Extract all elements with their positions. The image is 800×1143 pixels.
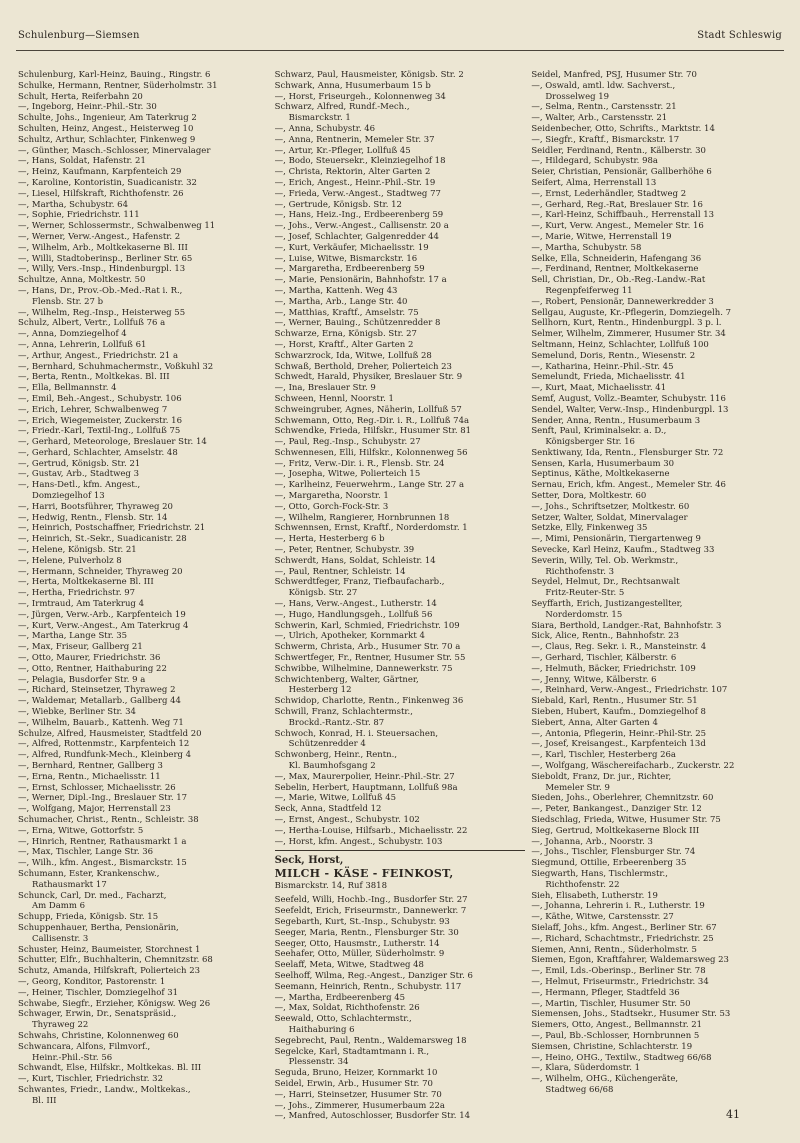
directory-entry: —, Hans, Verw.-Angest., Lutherstr. 14 (274, 599, 437, 610)
directory-entry: Seier, Christian, Pensionär, Gallberhöhe 6 (531, 167, 712, 178)
directory-entry: Schwarz, Paul, Hausmeister, Königsb. Str. 2 (274, 70, 464, 80)
directory-entry: —, Ella, Bellmannstr. 4 (18, 383, 117, 394)
directory-entry: —, Ferdinand, Rentner, Moltkekaserne (531, 264, 699, 275)
advert-address: Bismarckstr. 14, Ruf 3818 (274, 881, 387, 892)
directory-entry: —, Klara, Süderdomstr. 1 (531, 1063, 641, 1074)
directory-entry: —, Erich, Wiegemeister, Zuckerstr. 16 (18, 415, 182, 426)
advert-product: MILCH - KÄSE - FEINKOST, (274, 867, 454, 881)
directory-entry: —, Werner, Dipl.-Ing., Breslauer Str. 17 (18, 793, 188, 804)
directory-entry: —, Gerhard, Schlachter, Amselstr. 48 (18, 447, 178, 458)
column-2-bottom (275, 895, 526, 1122)
directory-entry: —, Irmtraud, Am Taterkrug 4 (18, 599, 144, 610)
directory-entry: —, Wolfgang, Wäschereifacharb., Zuckerstr. 22 (531, 761, 735, 771)
directory-entry: Schützenredder 4 (288, 739, 366, 750)
directory-entry: Sieden, Johs., Oberlehrer, Chemnitzstr. 60 (531, 793, 714, 804)
directory-entry: —, Berta, Rentn., Moltkekas. Bl. III (18, 372, 170, 383)
directory-entry: —, Paul, Reg.-Insp., Schubystr. 27 (274, 437, 421, 448)
directory-entry: —, Otto, Gorch-Fock-Str. 3 (274, 501, 389, 512)
directory-entry: —, Hildegard, Schubystr. 98a (531, 156, 658, 167)
directory-entry: —, Günther, Masch.-Schlosser, Minervalager (18, 145, 211, 156)
directory-entry: Schupp, Frieda, Königsb. Str. 15 (18, 912, 159, 923)
directory-entry: —, Harri, Bootsführer, Thyraweg 20 (18, 501, 173, 512)
directory-entry: Schulz, Albert, Vertr., Lollfuß 76 a (18, 318, 166, 329)
column-2 (274, 70, 526, 1122)
directory-entry: —, Josepha, Witwe, Polierteich 15 (274, 469, 421, 480)
directory-entry: —, Anna, Domziegelhof 4 (18, 329, 127, 340)
directory-entry: Seemann, Heinrich, Rentn., Schubystr. 117 (274, 981, 462, 992)
column-3 (531, 70, 782, 1103)
directory-entry: —, Jenny, Witwe, Kälberstr. 6 (531, 674, 657, 685)
directory-entry: Domziegelhof 13 (32, 491, 105, 502)
directory-entry: —, Fritz, Verw.-Dir. i. R., Flensb. Str. 24 (274, 458, 445, 469)
directory-entry: —, Erich, Angest., Heinr.-Phil.-Str. 19 (274, 177, 436, 188)
directory-entry: Siemen, Egon, Kraftfahrer, Waldemarsweg 23 (531, 955, 729, 966)
directory-entry: —, Heino, OHG., Textilw., Stadtweg 66/68 (531, 1052, 712, 1063)
directory-entry: Schween, Hennl, Noorstr. 1 (274, 393, 394, 404)
directory-entry: Schwarzrock, Ida, Witwe, Lollfuß 28 (274, 350, 432, 361)
directory-entry: Schwidop, Charlotte, Rentn., Finkenweg 36 (274, 696, 464, 707)
directory-entry: —, Manfred, Autoschlosser, Busdorfer Str. 14 (274, 1111, 471, 1122)
directory-entry: Sieh, Elisabeth, Lutherstr. 19 (531, 890, 658, 901)
page-header (18, 30, 782, 41)
directory-entry: Drosselweg 19 (545, 91, 610, 102)
directory-entry: —, Ingeborg, Heinr.-Phil.-Str. 30 (18, 102, 157, 113)
directory-entry: —, Katharina, Heinr.-Phil.-Str. 45 (531, 361, 674, 372)
directory-entry: —, Max, Maurerpolier, Heinr.-Phil.-Str. 27 (274, 771, 455, 782)
directory-entry: —, Wilhelm, Bauarb., Kattenh. Weg 71 (18, 717, 184, 728)
directory-entry: Schwerin, Karl, Schmied, Friedrichstr. 109 (274, 620, 460, 631)
directory-entry: Semelund, Doris, Rentn., Wiesenstr. 2 (531, 350, 696, 361)
column-2-top (275, 70, 526, 847)
directory-entry: —, Reinhard, Verw.-Angest., Friedrichstr. 107 (531, 685, 728, 696)
directory-entry: Flensb. Str. 27 b (32, 296, 104, 307)
directory-entry: Schumacher, Christ., Rentn., Schleistr. 38 (18, 814, 199, 825)
directory-entry: Schutz, Amanda, Hilfskraft, Polierteich 23 (18, 966, 201, 977)
directory-entry: Schwennsen, Ernst, Kraftf., Norderdomstr. 1 (274, 523, 468, 534)
directory-entry: —, Kurt, Tischler, Friedrichstr. 32 (18, 1074, 163, 1085)
directory-entry: —, Werner, Schlossermstr., Schwalbenweg 11 (18, 221, 216, 232)
directory-entry: Richthofenstr. 22 (545, 879, 620, 890)
directory-entry: —, Ernst, Angest., Schubystr. 102 (274, 814, 420, 825)
directory-entry: Sieboldt, Franz, Dr. jur., Richter, (531, 771, 672, 782)
directory-entry: —, Horst, kfm. Angest., Schubystr. 103 (274, 836, 443, 847)
directory-entry: Schwantes, Friedr., Landw., Moltkekas., (18, 1084, 191, 1095)
directory-entry: Seidler, Ferdinand, Rentn., Kälberstr. 30 (531, 145, 706, 156)
directory-entry: Seefeld, Willi, Hochb.-Ing., Busdorfer Str. 27 (274, 895, 468, 906)
directory-entry: Sick, Alice, Rentn., Bahnhofstr. 23 (531, 631, 679, 642)
directory-entry: Siebert, Anna, Alter Garten 4 (531, 717, 658, 728)
directory-entry: Schultz, Arthur, Schlachter, Finkenweg 9 (18, 134, 196, 145)
directory-entry: —, Heinz, Kaufmann, Karpfenteich 29 (18, 167, 182, 178)
directory-entry: Seewald, Otto, Schlachtermstr., (274, 1014, 412, 1025)
directory-entry: —, Hedwig, Rentn., Flensb. Str. 14 (18, 512, 168, 523)
directory-entry: —, Bodo, Steuersekr., Kleinziegelhof 18 (274, 156, 446, 167)
directory-entry: —, Gertrude, Königsb. Str. 12 (274, 199, 402, 210)
directory-entry: —, Friedr.-Karl, Textil-Ing., Lollfuß 75 (18, 426, 181, 437)
directory-entry: —, Arthur, Angest., Friedrichstr. 21 a (18, 350, 179, 361)
directory-entry: Schwennesen, Elli, Hilfskr., Kolonnenweg 56 (274, 447, 468, 458)
directory-entry: Sielaff, Johs., kfm. Angest., Berliner Str. 67 (531, 922, 717, 933)
directory-entry: —, Bernhard, Schuhmachermstr., Voßkuhl 32 (18, 361, 214, 372)
directory-entry: —, Hermann, Schneider, Thyraweg 20 (18, 566, 183, 577)
directory-entry: —, Helmuth, Bäcker, Friedrichstr. 109 (531, 663, 696, 674)
directory-entry: Kl. Baumhofsgang 2 (288, 761, 376, 771)
directory-entry: —, Richard, Schachtmstr., Friedrichstr. 25 (531, 933, 714, 944)
directory-entry: —, Martha, Kattenh. Weg 43 (274, 285, 398, 296)
directory-entry: —, Martha, Lange Str. 35 (18, 631, 128, 642)
directory-entry: Schwaß, Berthold, Dreher, Polierteich 23 (274, 361, 452, 372)
directory-entry: Seeger, Otto, Hausmstr., Lutherstr. 14 (274, 938, 440, 949)
directory-entry: —, Johs., Schriftsetzer, Moltkestr. 60 (531, 501, 690, 512)
directory-entry: —, Sophie, Friedrichstr. 111 (18, 210, 140, 221)
directory-entry: —, Martin, Tischler, Husumer Str. 50 (531, 998, 691, 1009)
directory-entry: Schunck, Carl, Dr. med., Facharzt, (18, 890, 167, 901)
directory-entry: Siemsen, Christine, Schlachterstr. 19 (531, 1041, 693, 1052)
directory-entry: Schwerdt, Hans, Soldat, Schleistr. 14 (274, 555, 436, 566)
directory-entry: —, Gerhard, Reg.-Rat, Breslauer Str. 16 (531, 199, 703, 210)
directory-entry: Siebald, Karl, Rentn., Husumer Str. 51 (531, 696, 698, 707)
directory-entry: Schultze, Anna, Moltkestr. 50 (18, 275, 146, 286)
directory-entry: —, Ernst, Lederhändler, Stadtweg 2 (531, 188, 687, 199)
directory-entry: Seyffarth, Erich, Justizangestellter, (531, 599, 683, 610)
directory-entry: —, Frieda, Verw.-Angest., Stadtweg 77 (274, 188, 441, 199)
directory-entry: —, Werner, Bauing., Schützenredder 8 (274, 318, 441, 329)
directory-entry: Sebelin, Herbert, Hauptmann, Lollfuß 98a (274, 782, 458, 793)
directory-entry: —, Peter, Bankangest., Danziger Str. 12 (531, 804, 702, 815)
directory-entry: —, Artur, Kr.-Pfleger, Lollfuß 45 (274, 145, 411, 156)
directory-entry: —, Hans, Heiz.-Ing., Erdbeerenberg 59 (274, 210, 444, 221)
directory-entry: —, Antonia, Pflegerin, Heinr.-Phil-Str. 25 (531, 728, 707, 739)
directory-entry: Schwandt, Else, Hilfskr., Moltkekas. Bl. III (18, 1063, 202, 1074)
directory-entry: Schwarz, Alfred, Rundf.-Mech., (274, 102, 410, 113)
directory-entry: Rathausmarkt 17 (32, 879, 107, 890)
directory-entry: Sernau, Erich, kfm. Angest., Memeler Str. 46 (531, 480, 726, 491)
directory-entry: Schwarze, Erna, Königsb. Str. 27 (274, 329, 417, 340)
directory-entry: —, Johs., Tischler, Flensburger Str. 74 (531, 847, 696, 858)
directory-entry: —, Margaretha, Noorstr. 1 (274, 491, 389, 502)
directory-entry: —, Marie, Witwe, Herrenstall 19 (531, 231, 672, 242)
directory-entry: —, Kurt, Verkäufer, Michaelisstr. 19 (274, 242, 429, 253)
directory-entry: Sevecke, Karl Heinz, Kaufm., Stadtweg 33 (531, 545, 715, 556)
directory-entry: Norderdomstr. 15 (545, 609, 623, 620)
directory-entry: —, Martha, Schubystr. 64 (18, 199, 129, 210)
directory-entry: —, Marie, Pensionärin, Bahnhofstr. 17 a (274, 275, 447, 286)
directory-entry: —, Martha, Erdbeerenberg 45 (274, 992, 406, 1003)
directory-entry: —, Christa, Rektorin, Alter Garten 2 (274, 167, 431, 178)
directory-entry: Schwibbe, Wilhelmine, Dannewerkstr. 75 (274, 663, 453, 674)
directory-entry: —, Anna, Schubystr. 46 (274, 123, 376, 134)
directory-entry: —, Luise, Witwe, Bismarckstr. 16 (274, 253, 418, 264)
directory-entry: Setzke, Elly, Finkenweg 35 (531, 523, 648, 534)
directory-entry: Schwertfeger, Fr., Rentner, Husumer Str. 55 (274, 653, 466, 664)
directory-entry: —, Ina, Breslauer Str. 9 (274, 383, 376, 394)
directory-entry: Septinus, Käthe, Moltkekaserne (531, 469, 670, 480)
directory-entry: —, Wilhelm, OHG., Küchengeräte, (531, 1074, 679, 1085)
directory-entry: —, Johanna, Lehrerin i. R., Lutherstr. 19 (531, 901, 705, 912)
directory-entry: —, Robert, Pensionär, Dannewerkredder 3 (531, 296, 714, 307)
directory-entry: Schwerdtfeger, Franz, Tiefbaufacharb., (274, 577, 445, 588)
directory-entry: —, Herta, Hesterberg 6 b (274, 534, 385, 545)
directory-entry: —, Hans, Dr., Prov.-Ob.-Med.-Rat i. R., (18, 285, 183, 296)
directory-entry: —, Heiner, Tischler, Domziegelhof 31 (18, 987, 179, 998)
directory-entry: —, Max, Friseur, Gallberg 21 (18, 642, 143, 653)
directory-entry: Schumann, Ester, Krankenschw., (18, 868, 160, 879)
directory-entry: —, Anna, Rentnerin, Memeler Str. 37 (274, 134, 435, 145)
directory-entry: —, Margaretha, Erdbeerenberg 59 (274, 264, 425, 275)
directory-entry: Siedschlag, Frieda, Witwe, Husumer Str. 75 (531, 814, 721, 825)
directory-entry: —, Johs., Verw.-Angest., Callisenstr. 20 a (274, 221, 449, 232)
directory-entry: Severin, Willy, Tel. Ob. Werkmstr., (531, 555, 679, 566)
directory-entry: Schutter, Elfr., Buchhalterin, Chemnitzstr. 68 (18, 955, 213, 966)
directory-entry: —, Wolfgang, Major, Herrenstall 23 (18, 804, 171, 815)
directory-entry: Schwendke, Frieda, Hilfskr., Husumer Str. 81 (274, 426, 472, 437)
directory-entry: Bismarckstr. 1 (288, 113, 351, 124)
directory-entry: Schult, Herta, Reiferbahn 20 (18, 91, 143, 102)
directory-columns (18, 70, 782, 1122)
directory-entry: —, Käthe, Witwe, Carstensstr. 27 (531, 912, 674, 923)
directory-entry: Setzer, Walter, Soldat, Minervalager (531, 512, 688, 523)
directory-entry: Sellhorn, Kurt, Rentn., Hindenburgpl. 3 p. l. (531, 318, 722, 329)
directory-entry: Schwerm, Christa, Arb., Husumer Str. 70 a (274, 642, 461, 653)
directory-entry: Schuster, Heinz, Baumeister, Storchnest 1 (18, 944, 201, 955)
directory-entry: —, Kurt, Verw. Angest., Memeler Str. 16 (531, 221, 704, 232)
directory-entry: —, Pelagia, Busdorfer Str. 9 a (18, 674, 146, 685)
directory-entry: Sendel, Walter, Verw.-Insp., Hindenburgpl. 13 (531, 404, 729, 415)
directory-entry: —, Bernhard, Rentner, Gallberg 3 (18, 761, 163, 771)
directory-entry: Schuppenhauer, Bertha, Pensionärin, (18, 922, 179, 933)
directory-entry: —, Alfred, Rundfunk-Mech., Kleinberg 4 (18, 750, 192, 761)
directory-entry: —, Walter, Arb., Carstensstr. 21 (531, 113, 668, 124)
directory-entry: —, Alfred, Rottenmstr., Karpfenteich 12 (18, 739, 190, 750)
directory-entry: —, Georg, Konditor, Pastorenstr. 1 (18, 976, 166, 987)
directory-entry: Schwemann, Otto, Reg.-Dir. i. R., Lollfuß 74a (274, 415, 470, 426)
directory-entry: Siemen, Anni, Rentn., Süderholmstr. 5 (531, 944, 697, 955)
directory-entry: Siemers, Otto, Angest., Bellmannstr. 21 (531, 1020, 703, 1031)
directory-entry: Königsb. Str. 27 (288, 588, 358, 599)
directory-entry: —, Gerhard, Tischler, Kälberstr. 6 (531, 653, 677, 664)
advertisement (275, 850, 526, 892)
directory-entry: Seltmann, Heinz, Schlachter, Lollfuß 100 (531, 339, 709, 350)
directory-entry: Siegmund, Ottilie, Erbeerenberg 35 (531, 858, 687, 869)
directory-entry: Schwark, Anna, Husumerbaum 15 b (274, 80, 431, 91)
directory-entry: —, Josef, Schlachter, Galgenredder 44 (274, 231, 439, 242)
directory-entry: Plessenstr. 34 (288, 1057, 349, 1068)
directory-entry: Schwahs, Christine, Kolonnenweg 60 (18, 1030, 179, 1041)
directory-entry: Seck, Anna, Stadtfeld 12 (274, 804, 382, 815)
directory-entry: Regenpfeiferweg 11 (545, 285, 633, 296)
directory-entry: —, Hans-Detl., kfm. Angest., (18, 480, 141, 491)
header-rule (16, 50, 784, 51)
directory-entry: Königsberger Str. 16 (545, 437, 635, 448)
directory-entry: —, Erna, Rentn., Michaelisstr. 11 (18, 771, 161, 782)
directory-entry: —, Wilhelm, Arb., Moltkekaserne Bl. III (18, 242, 188, 253)
directory-entry: —, Ernst, Schlosser, Michaelisstr. 26 (18, 782, 176, 793)
directory-entry: —, Karlheinz, Feuerwehrm., Lange Str. 27 a (274, 480, 465, 491)
directory-entry: Sensen, Karla, Husumerbaum 30 (531, 458, 675, 469)
directory-entry: Schwonberg, Heinr., Rentn., (274, 750, 398, 761)
directory-entry: —, Hinrich, Rentner, Rathausmarkt 1 a (18, 836, 187, 847)
directory-entry: —, Peter, Rentner, Schubystr. 39 (274, 545, 415, 556)
directory-entry: —, Johs., Zimmerer, Husumerbaum 22a (274, 1100, 445, 1111)
directory-entry: Schulke, Hermann, Rentner, Süderholmstr. 31 (18, 80, 218, 91)
directory-entry: Seefeldt, Erich, Friseurmstr., Dannewerkr. 7 (274, 906, 467, 917)
directory-entry: —, Willi, Stadtoberinsp., Berliner Str. 65 (18, 253, 193, 264)
directory-entry: —, Horst, Kraftf., Alter Garten 2 (274, 339, 414, 350)
directory-entry: —, Liesel, Hilfskraft, Richthofenstr. 26 (18, 188, 184, 199)
directory-entry: Siegwarth, Hans, Tischlermstr., (531, 868, 668, 879)
directory-entry: Schwoch, Konrad, H. i. Steuersachen, (274, 728, 439, 739)
directory-entry: Sieben, Hubert, Kaufm., Domziegelhof 8 (531, 707, 706, 718)
directory-entry: Sender, Anna, Rentn., Husumerbaum 3 (531, 415, 701, 426)
directory-entry: —, Mimi, Pensionärin, Tiergartenweg 9 (531, 534, 701, 545)
directory-entry: —, Hans, Soldat, Hafenstr. 21 (18, 156, 146, 167)
directory-entry: Brockd.-Rantz.-Str. 87 (288, 717, 385, 728)
directory-entry: Stadtweg 66/68 (545, 1084, 614, 1095)
directory-entry: Seelaff, Meta, Witwe, Stadtweg 48 (274, 960, 424, 971)
directory-entry: Seydel, Helmut, Dr., Rechtsanwalt (531, 577, 680, 588)
directory-entry: Schulze, Alfred, Hausmeister, Stadtfeld 20 (18, 728, 202, 739)
directory-entry: —, Otto, Rentner, Haithaburing 22 (18, 663, 167, 674)
column-1 (18, 70, 269, 1106)
directory-entry: —, Karl, Tischler, Hesterberg 26a (531, 750, 676, 761)
directory-entry: —, Martha, Arb., Lange Str. 40 (274, 296, 408, 307)
directory-entry: Seguda, Bruno, Heizer, Kornmarkt 10 (274, 1068, 438, 1079)
directory-entry: Richthofenstr. 3 (545, 566, 615, 577)
directory-entry: —, Johanna, Arb., Noorstr. 3 (531, 836, 653, 847)
directory-entry: Segebrecht, Paul, Rentn., Waldemarsweg 18 (274, 1035, 467, 1046)
directory-entry: Senft, Paul, Kriminalsekr. a. D., (531, 426, 667, 437)
directory-entry: Seelhoff, Wilma, Reg.-Angest., Danziger Str. 6 (274, 970, 473, 981)
directory-entry: Siemensen, Johs., Stadtsekr., Husumer Str. 53 (531, 1009, 731, 1020)
directory-entry: —, Siegfr., Kraftf., Bismarckstr. 17 (531, 134, 680, 145)
directory-entry: Schulten, Heinz, Angest., Heisterweg 10 (18, 123, 194, 134)
directory-entry: —, Richard, Steinsetzer, Thyraweg 2 (18, 685, 176, 696)
directory-entry: Schwabe, Siegfr., Erzieher, Königsw. Weg 26 (18, 998, 211, 1009)
directory-entry: Haithaburing 6 (288, 1024, 355, 1035)
directory-entry: —, Jürgen, Verw.-Arb., Karpfenteich 19 (18, 609, 186, 620)
directory-entry: Schwancara, Alfons, Filmvorf., (18, 1041, 151, 1052)
directory-entry: Segelcke, Karl, Stadtamtmann i. R., (274, 1046, 430, 1057)
advert-name: Seck, Horst, (274, 855, 344, 867)
directory-entry: Thyraweg 22 (32, 1020, 89, 1031)
directory-entry: Setter, Dora, Moltkestr. 60 (531, 491, 647, 502)
directory-entry: —, Gustav, Arb., Stadtweg 3 (18, 469, 139, 480)
directory-entry: —, Helene, Königsb. Str. 21 (18, 545, 137, 556)
directory-entry: Selke, Ella, Schneiderin, Hafengang 36 (531, 253, 702, 264)
directory-entry: Schulte, Johs., Ingenieur, Am Taterkrug 2 (18, 113, 197, 124)
directory-entry: Selmer, Wilhelm, Zimmerer, Husumer Str. 34 (531, 329, 726, 340)
directory-entry: —, Oswald, amtl. ldw. Sachverst., (531, 80, 676, 91)
directory-entry: —, Paul, Bb.-Schlosser, Hornbrunnen 5 (531, 1030, 700, 1041)
directory-entry: Seidenbecher, Otto, Schrifts., Marktstr. 14 (531, 123, 715, 134)
directory-entry: —, Horst, Friseurgeh., Kolonnenweg 34 (274, 91, 446, 102)
directory-entry: —, Martha, Schubystr. 58 (531, 242, 642, 253)
directory-entry: —, Wilhelm, Rangierer, Hornbrunnen 18 (274, 512, 450, 523)
directory-entry: Schwill, Franz, Schlachtermstr., (274, 707, 413, 718)
directory-entry: —, Heinrich, St.-Sekr., Suadicanistr. 28 (18, 534, 187, 545)
directory-entry: Seehafer, Otto, Müller, Süderholmstr. 9 (274, 949, 445, 960)
directory-entry: Semelundt, Frieda, Michaelisstr. 41 (531, 372, 686, 383)
directory-entry: —, Gerhard, Meteorologe, Breslauer Str. 14 (18, 437, 207, 448)
directory-entry: —, Wiebke, Berliner Str. 34 (18, 707, 136, 718)
header-left: Schulenburg—Siemsen (18, 30, 140, 41)
directory-entry: Bl. III (32, 1095, 57, 1106)
directory-entry: —, Waldemar, Metallarb., Gallberg 44 (18, 696, 181, 707)
directory-entry: —, Gertrud, Königsb. Str. 21 (18, 458, 141, 469)
directory-entry: Heinr.-Phil.-Str. 56 (32, 1052, 113, 1063)
directory-entry: —, Josef, Kreisangest., Karpfenteich 13d (531, 739, 706, 750)
directory-entry: —, Emil, Lds.-Oberinsp., Berliner Str. 78 (531, 966, 706, 977)
directory-entry: Schwager, Erwin, Dr., Senatspräsid., (18, 1009, 177, 1020)
directory-entry: —, Helene, Pulverholz 8 (18, 555, 122, 566)
directory-entry: Schwedt, Harald, Physiker, Breslauer Str. 9 (274, 372, 463, 383)
directory-entry: Segebarth, Kurt, St.-Insp., Schubystr. 93 (274, 916, 450, 927)
directory-entry: —, Karl-Heinz, Schiffbauh., Herrenstall 13 (531, 210, 715, 221)
directory-entry: Callisenstr. 3 (32, 933, 89, 944)
directory-entry: —, Hertha-Louise, Hilfsarb., Michaelisstr. 22 (274, 825, 468, 836)
directory-entry: Seidel, Manfred, PSJ, Husumer Str. 70 (531, 70, 697, 80)
directory-entry: Hesterberg 12 (288, 685, 352, 696)
directory-entry: Memeler Str. 9 (545, 782, 610, 793)
directory-entry: Seeger, Maria, Rentn., Flensburger Str. 30 (274, 927, 459, 938)
directory-entry: —, Erna, Witwe, Gottorfstr. 5 (18, 825, 144, 836)
directory-entry: Siara, Berthold, Landger.-Rat, Bahnhofstr. 3 (531, 620, 722, 631)
directory-entry: —, Selma, Rentn., Carstensstr. 21 (531, 102, 677, 113)
directory-entry: —, Paul, Rentner, Schleistr. 14 (274, 566, 406, 577)
directory-entry: —, Hugo, Handlungsgeh., Lollfuß 56 (274, 609, 433, 620)
directory-entry: —, Kurt, Maat, Michaelisstr. 41 (531, 383, 667, 394)
directory-entry: —, Helmut, Friseurmstr., Friedrichstr. 34 (531, 976, 709, 987)
directory-entry: —, Ulrich, Apotheker, Kornmarkt 4 (274, 631, 425, 642)
directory-entry: —, Hermann, Pfleger, Stadtfeld 36 (531, 987, 680, 998)
directory-entry: —, Willy, Vers.-Insp., Hindenburgpl. 13 (18, 264, 186, 275)
directory-entry: —, Emil, Beh.-Angest., Schubystr. 106 (18, 393, 182, 404)
directory-entry: Sellgau, Auguste, Kr.-Pflegerin, Domziegelh. 7 (531, 307, 732, 318)
page-number: 41 (726, 1108, 740, 1121)
directory-entry: —, Wilh., kfm. Angest., Bismarckstr. 15 (18, 858, 187, 869)
directory-entry: Seidel, Erwin, Arb., Husumer Str. 70 (274, 1078, 433, 1089)
directory-entry: Sieg, Gertrud, Moltkekaserne Block III (531, 825, 700, 836)
directory-entry: —, Heinrich, Postschaffner, Friedrichstr. 21 (18, 523, 206, 534)
directory-entry: Schweingruber, Agnes, Näherin, Lollfuß 57 (274, 404, 462, 415)
directory-entry: Seifert, Alma, Herrenstall 13 (531, 177, 657, 188)
directory-entry: —, Max, Tischler, Lange Str. 36 (18, 847, 154, 858)
directory-entry: —, Anna, Lehrerin, Lollfuß 61 (18, 339, 147, 350)
directory-entry: —, Matthias, Kraftf., Amselstr. 75 (274, 307, 419, 318)
directory-entry: —, Erich, Lehrer, Schwalbenweg 7 (18, 404, 168, 415)
directory-entry: —, Marie, Witwe, Lollfuß 45 (274, 793, 397, 804)
directory-entry: —, Max, Soldat, Richthofenstr. 26 (274, 1003, 420, 1014)
directory-entry: Am Damm 6 (32, 901, 86, 912)
directory-entry: —, Werner, Verw.-Angest., Hafenstr. 2 (18, 231, 181, 242)
directory-entry: Senktiwany, Ida, Rentn., Flensburger Str. 72 (531, 447, 724, 458)
directory-entry: —, Kurt, Verw.-Angest., Am Taterkrug 4 (18, 620, 189, 631)
directory-entry: —, Otto, Maurer, Friedrichstr. 36 (18, 653, 161, 664)
directory-entry: —, Hertha, Friedrichstr. 97 (18, 588, 136, 599)
directory-entry: Schwichtenberg, Walter, Gärtner, (274, 674, 419, 685)
directory-entry: Schulenburg, Karl-Heinz, Bauing., Ringstr. 6 (18, 70, 211, 80)
directory-entry: Fritz-Reuter-Str. 5 (545, 588, 625, 599)
directory-entry: —, Harri, Steinsetzer, Husumer Str. 70 (274, 1089, 442, 1100)
directory-entry: Semf, August, Vollz.-Beamter, Schubystr. 116 (531, 393, 726, 404)
header-right: Stadt Schleswig (697, 30, 782, 41)
directory-entry: —, Herta, Moltkekaserne Bl. III (18, 577, 154, 588)
directory-entry: Sell, Christian, Dr., Ob.-Reg.-Landw.-Rat (531, 275, 706, 286)
directory-entry: —, Karoline, Kontoristin, Suadicanistr. 32 (18, 177, 197, 188)
directory-entry: —, Wilhelm, Reg.-Insp., Heisterweg 55 (18, 307, 186, 318)
directory-entry: —, Claus, Reg. Sekr. i. R., Mansteinstr. 4 (531, 642, 707, 653)
